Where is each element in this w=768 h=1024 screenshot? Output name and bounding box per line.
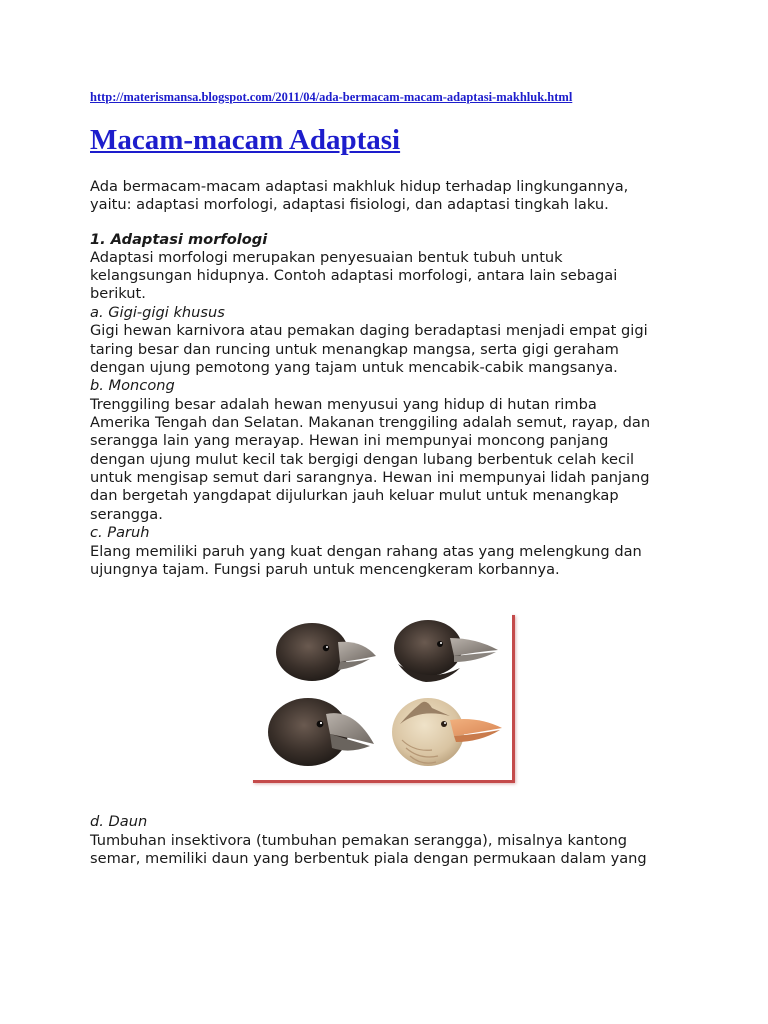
item-b-line: serangga.: [90, 506, 163, 523]
item-b-line: serangga lain yang merayap. Hewan ini mempunyai moncong panjang: [90, 432, 609, 449]
section-body-line: kelangsungan hidupnya. Contoh adaptasi morfologi, antara lain sebagai: [90, 267, 618, 284]
item-b-line: dan bergetah yangdapat dijulurkan jauh keluar mulut untuk menangkap: [90, 487, 619, 504]
bird-beaks-figure: [250, 612, 512, 780]
item-d-line: semar, memiliki daun yang berbentuk piala dengan permukaan dalam yang: [90, 850, 647, 867]
item-b-line: Trenggiling besar adalah hewan menyusui yang hidup di hutan rimba: [90, 396, 597, 413]
page-title[interactable]: Macam-macam Adaptasi: [90, 124, 401, 156]
subheading-moncong: b. Moncong: [90, 377, 175, 394]
section-body-line: Adaptasi morfologi merupakan penyesuaian bentuk tubuh untuk: [90, 249, 563, 266]
item-a-line: dengan ujung pemotong yang tajam untuk mencabik-cabik mangsanya.: [90, 359, 618, 376]
item-c-line: Elang memiliki paruh yang kuat dengan rahang atas yang melengkung dan: [90, 543, 642, 560]
finch-head-icon: [392, 698, 502, 766]
subheading-daun: d. Daun: [90, 813, 148, 830]
item-a-line: taring besar dan runcing untuk menangkap mangsa, serta gigi geraham: [90, 341, 619, 358]
section-body-line: berikut.: [90, 285, 146, 302]
item-b-line: untuk mengisap semut dari sarangnya. Hewan ini mempunyai lidah panjang: [90, 469, 650, 486]
finch-head-icon: [276, 623, 376, 681]
item-a-line: Gigi hewan karnivora atau pemakan daging beradaptasi menjadi empat gigi: [90, 322, 648, 339]
section-heading-morfologi: 1. Adaptasi morfologi: [90, 231, 268, 248]
subheading-gigi: a. Gigi-gigi khusus: [90, 304, 225, 321]
subheading-paruh: c. Paruh: [90, 524, 150, 541]
intro-line-1: Ada bermacam-macam adaptasi makhluk hidup terhadap lingkungannya,: [90, 178, 629, 195]
item-b-line: Amerika Tengah dan Selatan. Makanan trenggiling adalah semut, rayap, dan: [90, 414, 651, 431]
item-d-line: Tumbuhan insektivora (tumbuhan pemakan serangga), misalnya kantong: [90, 832, 628, 849]
finch-head-icon: [394, 620, 498, 682]
intro-line-2: yaitu: adaptasi morfologi, adaptasi fisiologi, dan adaptasi tingkah laku.: [90, 196, 609, 213]
finch-head-icon: [268, 698, 374, 766]
item-b-line: dengan ujung mulut kecil tak bergigi dengan lubang berbentuk celah kecil: [90, 451, 635, 468]
source-link[interactable]: http://materismansa.blogspot.com/2011/04/ada-bermacam-macam-adaptasi-makhluk.html: [90, 90, 573, 104]
item-c-line: ujungnya tajam. Fungsi paruh untuk mencengkeram korbannya.: [90, 561, 560, 578]
